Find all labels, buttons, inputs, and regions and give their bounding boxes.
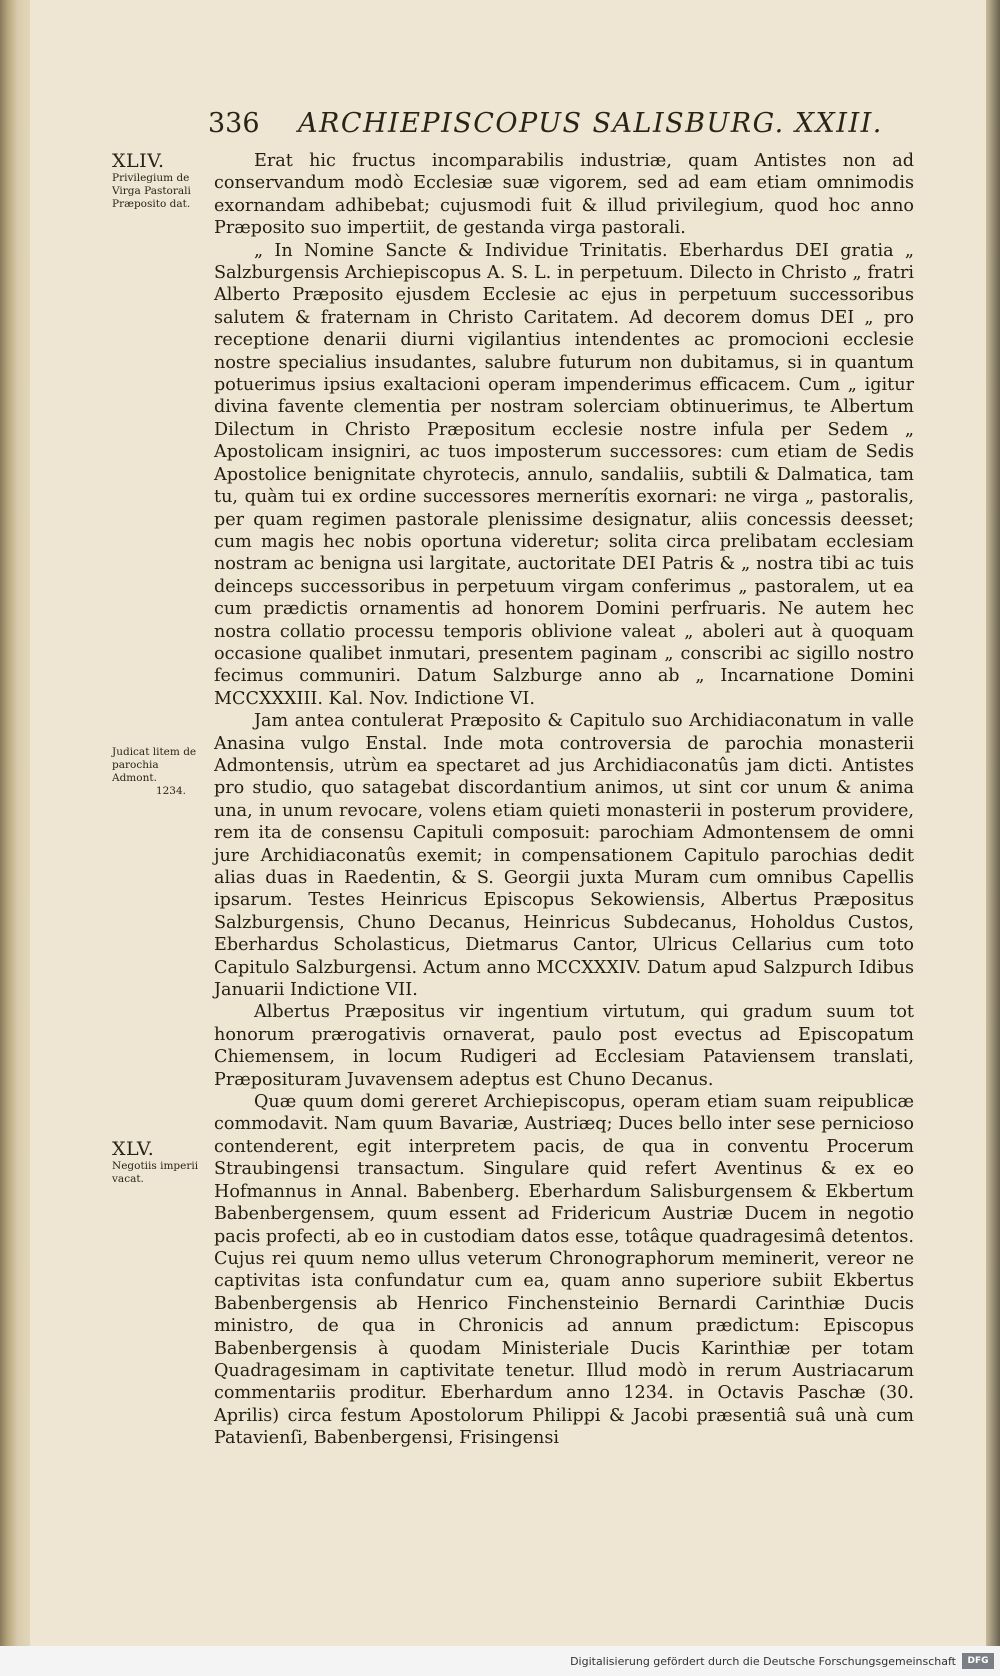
margin-note-year: 1234.	[155, 785, 186, 797]
margin-note	[112, 1138, 204, 1186]
charter-quote: „ In Nomine Sancte & Individue Trinitatis. Eberhardus DEI gratia „ Salzburgensis Archiepiscopus A. S. L. in perpetuum. Dilecto in Christo „ fratri Alberto Præposito ejusdem Ecclesie ac ejus in perpetuum successoribus salutem & fraternam in Christo Caritatem. Ad decorem domus DEI „ pro receptione denarii diurni vigilantius intendentes ac promocioni ecclesie nostre specialius insudantes, salubre futurum non dubitamus, si in quantum potuerimus ipsius exaltacioni operam impenderimus efficacem. Cum „ igitur divina favente clementia per nostram solerciam obtinuerimus, te Albertum Dilectum in Christo Præpositum ecclesie nostre infula per Sedem „ Apostolicam insigniri, ac tuos imposterum successores: cum etiam de Sedis Apostolice benignitate chyrotecis, annulo, sandaliis, subtili & Dalmatica, tam tu, quàm tui ex ordine successores mernerítis exornari: ne virga „ pastoralis, per quam regimen pastorale plenissime designatur, aliis concessis deesset; cum magis hec nobis oportuna videretur; solita circa prelibatam ecclesiam nostram ac benigna usi largitate, auctoritate DEI Patris & „ nostra tibi ac tuis deinceps successoribus in perpetuum virgam conferimus „ pastoralem, ut ea cum prædictis ornamentis ad honorem Domini perfruaris. Ne autem hec nostra collatio processu temporis oblivione valeat „ aboleri aut à quoquam occasione qualibet inmutari, presentem paginam „ conscribi ac sigillo nostro fecimus communiri. Datum Salzburge anno ab „ Incarnatione Domini MCCXXXIII. Kal. Nov. Indictione VI.	[214, 240, 914, 709]
margin-section-number: XLIV.	[112, 150, 165, 172]
main-text	[214, 150, 914, 1450]
page-header	[30, 108, 986, 148]
margin-note-text: Privilegium de Virga Pastorali Præposito dat.	[112, 172, 191, 210]
book-binding-edge	[0, 0, 30, 1646]
margin-note	[112, 746, 204, 798]
running-title: ARCHIEPISCOPUS SALISBURG. XXIII.	[298, 108, 883, 139]
margin-note-text: Negotiis imperii vacat.	[112, 1160, 199, 1185]
margin-note	[112, 150, 204, 211]
page-number: 336	[208, 108, 260, 139]
paragraph: Jam antea contulerat Præposito & Capitulo suo Archidiaconatum in valle Anasina vulgo Enstal. Inde mota controversia de parochia monasterii Admontensis, utrùm ea spectaret ad jus Archidiaconatûs jam dicti. Antistes pro studio, quo satagebat discordantium animos, ut sint cor unum & anima una, in unum revocare, volens etiam quieti monasterii in posterum providere, rem ita de consensu Capituli composuit: parochiam Admontensem de omni jure Archidiaconatûs exemit; in compensationem Capitulo parochias dedit alias duas in Raedentin, & S. Georgii juxta Muram cum omnibus Capellis ipsarum. Testes Heinricus Episcopus Sekowiensis, Albertus Præpositus Salzburgensis, Chuno Decanus, Heinricus Subdecanus, Hoholdus Custos, Eberhardus Scholasticus, Dietmarus Cantor, Ulricus Cellarius cum toto Capitulo Salzburgensi. Actum anno MCCXXXIV. Datum apud Salzpurch Idibus Januarii Indictione VII.	[214, 711, 914, 1001]
digitization-credit: Digitalisierung gefördert durch die Deutsche Forschungsgemeinschaft	[570, 1655, 956, 1668]
page-edge-right	[986, 0, 1000, 1646]
book-page	[30, 0, 986, 1646]
paragraph: Quæ quum domi gereret Archiepiscopus, operam etiam suam reipublicæ commodavit. Nam quum Bavariæ, Austriæq; Duces bello inter sese pernicioso contenderent, egit interpretem pacis, de qua in conventu Procerum Straubingensi transactum. Singulare quid refert Aventinus & ex eo Hofmannus in Annal. Babenberg. Eberhardum Salisburgensem & Ekbertum Babenbergensem, quum essent ad Fridericum Austriæ Ducem in negotio pacis profecti, ab eo in custodiam datos esse, totâque quadragesimâ detentos. Cujus rei quum nemo ullus veterum Chronographorum meminerit, vereor ne captivitas ista confundatur cum ea, quam anno superiore subiit Ekbertus Babenbergensis ab Henrico Finchensteinio Bernardi Carinthiæ Ducis ministro, de qua in Chronicis ad annum prædictum: Episcopus Babenbergensis à quodam Ministeriale Ducis Karinthiæ per totam Quadragesimam in captivitate tenetur. Illud modò in rerum Austriacarum commentariis proditur. Eberhardum anno 1234. in Octavis Paschæ (30. Aprilis) circa festum Apostolorum Philippi & Jacobi præsentiâ suâ unà cum Patavienſi, Babenbergensi, Frisingensi	[214, 1092, 914, 1449]
footer-bar	[0, 1646, 1000, 1676]
paragraph: Erat hic fructus incomparabilis industriæ, quam Antistes non ad conservandum modò Ecclesiæ suæ vigorem, sed ad eam etiam omnimodis exornandam adhibebat; cujusmodi fuit & illud privilegium, quod hoc anno Præposito suo impertiit, de gestanda virga pastorali.	[214, 151, 914, 239]
dfg-logo: DFG	[962, 1653, 994, 1669]
margin-section-number: XLV.	[112, 1138, 155, 1160]
paragraph: Albertus Præpositus vir ingentium virtutum, qui gradum suum tot honorum prærogativis ornaverat, paulo post evectus ad Episcopatum Chiemensem, in locum Rudigeri ad Ecclesiam Pataviensem translati, Præposituram Juvavensem adeptus est Chuno Decanus.	[214, 1002, 914, 1090]
margin-note-text: Judicat litem de parochia Admont.	[112, 746, 197, 784]
